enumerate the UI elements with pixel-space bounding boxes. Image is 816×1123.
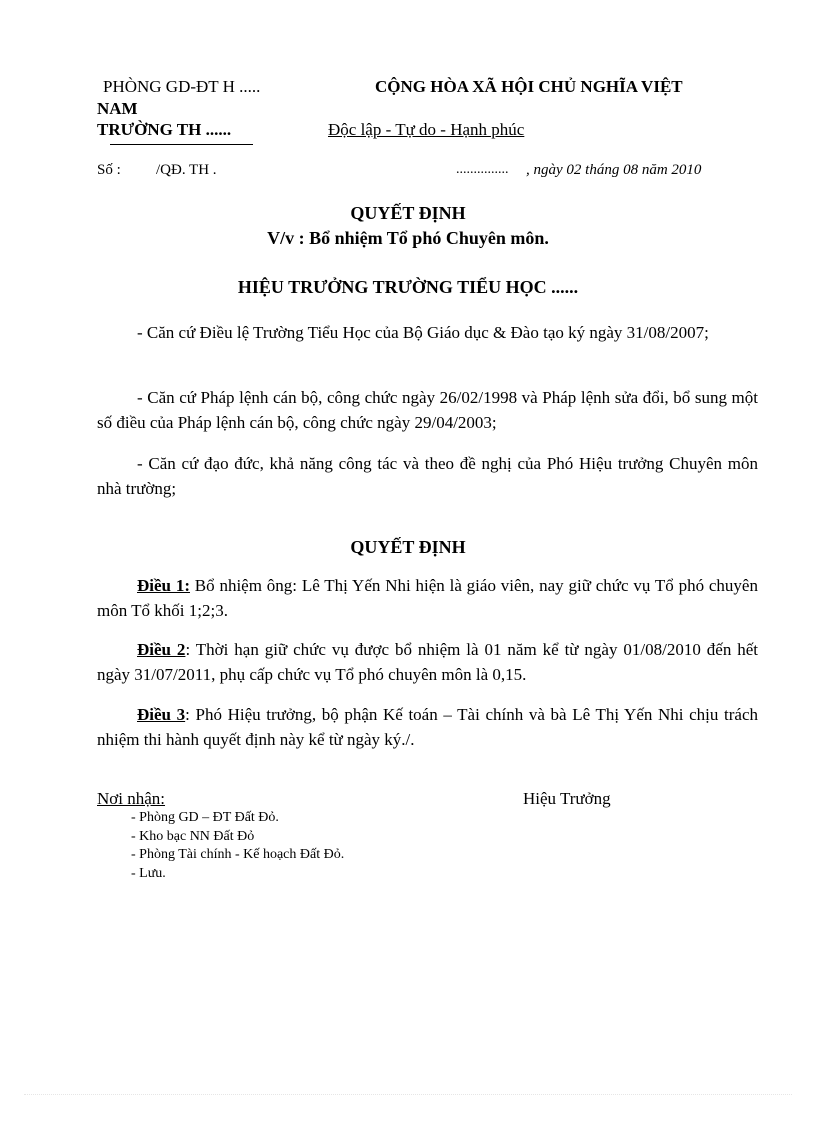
legal-basis-1: - Căn cứ Điều lệ Trường Tiểu Học của Bộ Giáo dục & Đào tạo ký ngày 31/08/2007; [137,323,709,342]
decision-heading: QUYẾT ĐỊNH [350,537,466,557]
recipient-item: - Phòng GD – ĐT Đất Đỏ. [131,810,279,825]
signer-title: Hiệu Trưởng [523,789,611,808]
article-2: Điều 2: Thời hạn giữ chức vụ được bổ nhiệm là 01 năm kể từ ngày 01/08/2010 đến hết ngày 31/07/2011, phụ cấp chức vụ Tổ phó chuyên môn là 0,15. [97,640,759,684]
article-1: Điều 1: Bổ nhiệm ông: Lê Thị Yến Nhi hiện là giáo viên, nay giữ chức vụ Tổ phó chuyên môn Tổ khối 1;2;3. [97,576,758,620]
document-subject: V/v : Bổ nhiệm Tổ phó Chuyên môn. [267,228,549,248]
recipient-item: - Phòng Tài chính - Kế hoạch Đất Đỏ. [131,847,345,862]
legal-basis-2: - Căn cứ Pháp lệnh cán bộ, công chức ngày 26/02/1998 và Pháp lệnh sửa đổi, bổ sung một số điều của Pháp lệnh cán bộ, công chức ngày 29/04/2003; [97,388,758,432]
national-motto: Độc lập - Tự do - Hạnh phúc [328,120,525,139]
issuing-authority: HIỆU TRƯỞNG TRƯỜNG TIỂU HỌC ...... [237,277,579,297]
school-underline [110,144,253,145]
page-bottom-rule [24,1094,792,1095]
article-3-label: Điều 3 [137,705,186,724]
document-number: /QĐ. TH . [156,162,217,178]
article-1-label: Điều 1: [137,576,190,595]
school-name: TRƯỜNG TH ...... [97,120,232,139]
legal-basis-3: - Căn cứ đạo đức, khả năng công tác và theo đề nghị của Phó Hiệu trưởng Chuyên môn nhà trường; [97,454,758,498]
article-3: Điều 3: Phó Hiệu trưởng, bộ phận Kế toán – Tài chính và bà Lê Thị Yến Nhi chịu trách nhiệm thi hành quyết định này kể từ ngày ký./. [97,705,759,749]
date-place-dots: ............... [456,162,509,177]
recipient-item: - Kho bạc NN Đất Đỏ [131,828,255,844]
nation-title: CỘNG HÒA XÃ HỘI CHỦ NGHĨA VIỆT [375,77,683,96]
recipient-item: - Lưu. [131,865,166,881]
department-line: PHÒNG GD-ĐT H ..... [103,77,261,96]
recipients-list [131,809,344,883]
nation-title-continued: NAM [97,99,138,118]
recipients-label: Nơi nhận: [97,789,166,808]
document-date: , ngày 02 tháng 08 năm 2010 [526,162,702,178]
document-number-label: Số : [97,162,121,178]
document-title: QUYẾT ĐỊNH [350,203,466,223]
article-2-label: Điều 2 [137,640,186,659]
